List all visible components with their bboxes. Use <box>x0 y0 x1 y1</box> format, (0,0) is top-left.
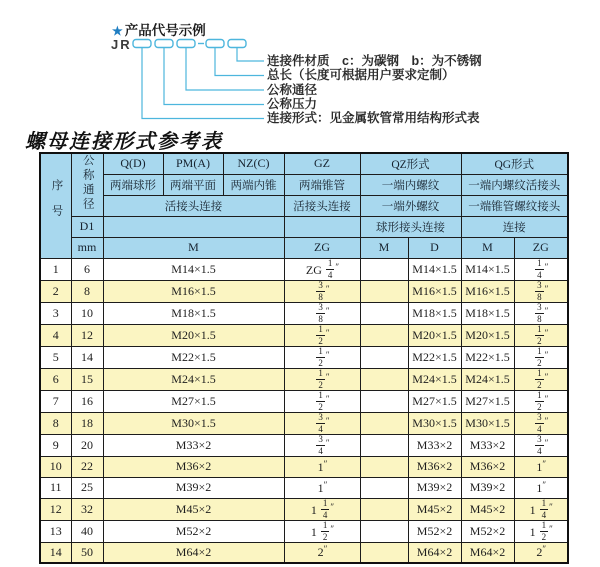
m-thread-cell: M18×1.5 <box>103 302 284 324</box>
inch-mark: ″ <box>325 327 329 338</box>
zg-thread-cell <box>284 302 360 324</box>
zg-thread-cell <box>284 390 360 412</box>
inch-mark: ″ <box>325 371 329 382</box>
header-sub-pma: 两端平面 <box>163 174 223 195</box>
header-blank-m <box>103 216 284 237</box>
fraction: $\frac{1}{2}$ <box>537 368 542 390</box>
qz-d-cell: M22×1.5 <box>408 346 461 368</box>
header-union-connect-gz: 活接头连接 <box>284 195 360 216</box>
header-sub-qd: 两端球形 <box>103 174 163 195</box>
diameter-cell: 18 <box>71 412 103 434</box>
header-code-qz: QZ形式 <box>360 153 461 174</box>
m-thread-cell: M45×2 <box>103 498 284 520</box>
table-row <box>40 477 568 498</box>
serial-cell: 8 <box>40 412 71 434</box>
code-box-3 <box>177 40 195 48</box>
header-blank-zg <box>284 216 360 237</box>
inch-mark: ″ <box>325 415 329 426</box>
qz-d-cell: M64×2 <box>408 542 461 563</box>
qz-d-cell: M27×1.5 <box>408 390 461 412</box>
header-serial: 序号 <box>40 153 71 258</box>
inch-mark: ″ <box>549 523 552 534</box>
fraction: $\frac{1}{2}$ <box>537 346 542 368</box>
zg-thread-cell <box>284 346 360 368</box>
inch-mark: ″ <box>544 349 548 360</box>
qg-m-cell: M14×1.5 <box>461 258 514 280</box>
qg-zg-cell <box>514 258 568 280</box>
serial-cell: 1 <box>40 258 71 280</box>
header-taper-joint: 一端锥管螺纹接头 <box>461 195 568 216</box>
qz-m-cell <box>360 412 408 434</box>
m-thread-cell: M64×2 <box>103 542 284 563</box>
inch-mark: ″ <box>325 437 329 448</box>
qz-m-cell <box>360 324 408 346</box>
table-row <box>40 520 568 542</box>
table-row <box>40 280 568 302</box>
diameter-cell: 16 <box>71 390 103 412</box>
qg-m-cell: M20×1.5 <box>461 324 514 346</box>
serial-cell: 2 <box>40 280 71 302</box>
diameter-cell: 25 <box>71 477 103 498</box>
fraction: $\frac{3}{8}$ <box>318 280 323 302</box>
qz-m-cell <box>360 280 408 302</box>
code-box-1 <box>133 40 151 48</box>
fraction: $\frac{1}{4}$ <box>541 498 547 520</box>
header-code-gz: GZ <box>284 153 360 174</box>
qg-m-cell: M16×1.5 <box>461 280 514 302</box>
inch-mark: ″ <box>335 261 339 272</box>
header-code-pma: PM(A) <box>163 153 223 174</box>
qz-m-cell <box>360 542 408 563</box>
serial-cell: 13 <box>40 520 71 542</box>
header-code-qd: Q(D) <box>103 153 163 174</box>
qg-m-cell: M24×1.5 <box>461 368 514 390</box>
qg-zg-cell: 1 $\frac{1}{2}$ ″ <box>514 520 568 542</box>
table-row <box>40 368 568 390</box>
diameter-cell: 50 <box>71 542 103 563</box>
m-thread-cell: M20×1.5 <box>103 324 284 346</box>
qz-d-cell: M45×2 <box>408 498 461 520</box>
code-box-2 <box>155 40 173 48</box>
diameter-cell: 15 <box>71 368 103 390</box>
inch-mark: ″ <box>544 305 548 316</box>
qg-m-cell: M30×1.5 <box>461 412 514 434</box>
inch-mark: ″ <box>542 479 546 490</box>
inch-mark: ″ <box>323 479 327 490</box>
inch-mark: ″ <box>542 544 546 555</box>
fraction: $\frac{3}{8}$ <box>537 280 542 302</box>
inch-mark: ″ <box>544 283 548 294</box>
diameter-cell: 40 <box>71 520 103 542</box>
serial-cell: 6 <box>40 368 71 390</box>
code-prefix: JR <box>111 37 132 52</box>
qg-zg-cell <box>514 346 568 368</box>
serial-cell: 7 <box>40 390 71 412</box>
qg-m-cell: M36×2 <box>461 456 514 477</box>
serial-cell: 5 <box>40 346 71 368</box>
header-code-nzc: NZ(C) <box>223 153 284 174</box>
qg-zg-cell <box>514 302 568 324</box>
serial-cell: 10 <box>40 456 71 477</box>
diameter-cell: 14 <box>71 346 103 368</box>
fraction: $\frac{1}{4}$ <box>322 498 328 520</box>
star-icon: ★ <box>112 24 123 38</box>
inch-mark: ″ <box>325 393 329 404</box>
header-mm: mm <box>71 237 103 258</box>
qg-zg-cell <box>514 280 568 302</box>
table-row <box>40 390 568 412</box>
qg-m-cell: M45×2 <box>461 498 514 520</box>
fraction: $\frac{1}{2}$ <box>537 324 542 346</box>
header-connect: 连接 <box>461 216 568 237</box>
diameter-cell: 6 <box>71 258 103 280</box>
fraction: $\frac{1}{2}$ <box>318 390 323 412</box>
header-unit-m: M <box>103 237 284 258</box>
table-header <box>40 153 568 258</box>
m-thread-cell: M39×2 <box>103 477 284 498</box>
diameter-cell: 20 <box>71 434 103 456</box>
inch-mark: ″ <box>544 437 548 448</box>
qz-m-cell <box>360 477 408 498</box>
serial-cell: 3 <box>40 302 71 324</box>
qg-zg-cell: 2″ <box>514 542 568 563</box>
diameter-cell: 8 <box>71 280 103 302</box>
qg-m-cell: M22×1.5 <box>461 346 514 368</box>
qz-m-cell <box>360 520 408 542</box>
qz-m-cell <box>360 390 408 412</box>
m-thread-cell: M24×1.5 <box>103 368 284 390</box>
fraction: $\frac{1}{2}$ <box>322 520 328 542</box>
qz-m-cell <box>360 346 408 368</box>
fraction: $\frac{3}{8}$ <box>318 302 323 324</box>
inch-mark: ″ <box>544 327 548 338</box>
inch-mark: ″ <box>544 393 548 404</box>
header-sub-qg: 一端内螺纹活接头 <box>461 174 568 195</box>
qz-d-cell: M36×2 <box>408 456 461 477</box>
inch-mark: ″ <box>544 371 548 382</box>
fraction: $\frac{1}{2}$ <box>318 346 323 368</box>
fraction: $\frac{3}{4}$ <box>537 434 542 456</box>
diameter-cell: 10 <box>71 302 103 324</box>
diameter-cell: 12 <box>71 324 103 346</box>
qz-d-cell: M39×2 <box>408 477 461 498</box>
fraction: $\frac{3}{4}$ <box>537 412 542 434</box>
zg-thread-cell: 1″ <box>284 477 360 498</box>
leader-line-diameter <box>186 48 264 91</box>
m-thread-cell: M30×1.5 <box>103 412 284 434</box>
m-thread-cell: M14×1.5 <box>103 258 284 280</box>
header-unit-qg-m: M <box>461 237 514 258</box>
serial-cell: 11 <box>40 477 71 498</box>
inch-mark: ″ <box>325 283 329 294</box>
qg-zg-cell <box>514 324 568 346</box>
header-d1: D1 <box>71 216 103 237</box>
header-unit-qz-m: M <box>360 237 408 258</box>
qg-m-cell: M18×1.5 <box>461 302 514 324</box>
zg-thread-cell <box>284 324 360 346</box>
qg-zg-cell <box>514 412 568 434</box>
fraction: $\frac{1}{2}$ <box>541 520 547 542</box>
inch-mark: ″ <box>323 544 327 555</box>
serial-cell: 14 <box>40 542 71 563</box>
table-row <box>40 324 568 346</box>
m-thread-cell: M52×2 <box>103 520 284 542</box>
header-unit-qz-d: D <box>408 237 461 258</box>
zg-thread-cell <box>284 368 360 390</box>
qg-m-cell: M27×1.5 <box>461 390 514 412</box>
table-row <box>40 412 568 434</box>
fraction: $\frac{3}{4}$ <box>318 412 323 434</box>
fraction: $\frac{1}{2}$ <box>318 324 323 346</box>
serial-cell: 9 <box>40 434 71 456</box>
code-box-5 <box>228 40 246 48</box>
qz-m-cell <box>360 434 408 456</box>
header-sub-nzc: 两端内锥 <box>223 174 284 195</box>
table-row <box>40 302 568 324</box>
label-material: 连接件材质 c：为碳钢 b：为不锈钢 <box>267 54 482 68</box>
fraction: $\frac{1}{4}$ <box>327 258 333 280</box>
header-sub-gz: 两端锥管 <box>284 174 360 195</box>
inch-mark: ″ <box>325 305 329 316</box>
table-row <box>40 498 568 520</box>
qg-zg-cell: 1 $\frac{1}{4}$ ″ <box>514 498 568 520</box>
qg-zg-cell: 1″ <box>514 477 568 498</box>
diameter-cell: 32 <box>71 498 103 520</box>
qz-d-cell: M18×1.5 <box>408 302 461 324</box>
code-box-4 <box>206 40 224 48</box>
label-length: 总长（长度可根据用户要求定制） <box>267 68 455 82</box>
qg-m-cell: M33×2 <box>461 434 514 456</box>
qg-m-cell: M64×2 <box>461 542 514 563</box>
qz-d-cell: M24×1.5 <box>408 368 461 390</box>
fraction: $\frac{3}{8}$ <box>537 302 542 324</box>
inch-mark: ″ <box>549 501 552 512</box>
fraction: $\frac{1}{2}$ <box>537 390 542 412</box>
inch-mark: ″ <box>330 523 334 534</box>
qz-d-cell: M16×1.5 <box>408 280 461 302</box>
nut-connection-table <box>39 152 569 564</box>
inch-mark: ″ <box>544 415 548 426</box>
diagram-title <box>112 19 206 39</box>
qz-d-cell: M20×1.5 <box>408 324 461 346</box>
inch-mark: ″ <box>330 501 334 512</box>
header-unit-zg: ZG <box>284 237 360 258</box>
header-sub-qz: 一端内螺纹 <box>360 174 461 195</box>
reference-table <box>39 152 569 564</box>
serial-cell: 4 <box>40 324 71 346</box>
zg-thread-cell <box>284 434 360 456</box>
zg-thread-cell: ZG $\frac{1}{4}$ ″ <box>284 258 360 280</box>
header-ball-joint: 球形接头连接 <box>360 216 461 237</box>
qg-zg-cell <box>514 434 568 456</box>
table-body <box>40 258 568 563</box>
m-thread-cell: M36×2 <box>103 456 284 477</box>
table-row <box>40 542 568 563</box>
diameter-cell: 22 <box>71 456 103 477</box>
table-row <box>40 456 568 477</box>
header-unit-qg-zg: ZG <box>514 237 568 258</box>
qg-zg-cell <box>514 368 568 390</box>
table-row <box>40 258 568 280</box>
qg-m-cell: M39×2 <box>461 477 514 498</box>
m-thread-cell: M27×1.5 <box>103 390 284 412</box>
qg-m-cell: M52×2 <box>461 520 514 542</box>
label-diameter: 公称通径 <box>267 83 318 97</box>
leader-line-material <box>237 48 264 62</box>
qz-d-cell: M14×1.5 <box>408 258 461 280</box>
diagram-title-text: 产品代号示例 <box>124 23 206 38</box>
label-conn-type: 连接形式：见金属软管常用结构形式表 <box>267 111 480 125</box>
qg-zg-cell <box>514 390 568 412</box>
zg-thread-cell: 1 $\frac{1}{2}$ ″ <box>284 520 360 542</box>
qg-zg-cell: 1″ <box>514 456 568 477</box>
header-ext-thread: 一端外螺纹 <box>360 195 461 216</box>
header-code-qg: QG形式 <box>461 153 568 174</box>
zg-thread-cell <box>284 280 360 302</box>
qz-m-cell <box>360 302 408 324</box>
header-union-connect: 活接头连接 <box>103 195 284 216</box>
m-thread-cell: M22×1.5 <box>103 346 284 368</box>
fraction: $\frac{1}{2}$ <box>318 368 323 390</box>
zg-thread-cell: 2″ <box>284 542 360 563</box>
m-thread-cell: M33×2 <box>103 434 284 456</box>
leader-line-conntype <box>142 48 264 119</box>
m-thread-cell: M16×1.5 <box>103 280 284 302</box>
qz-d-cell: M52×2 <box>408 520 461 542</box>
qz-m-cell <box>360 368 408 390</box>
fraction: $\frac{1}{4}$ <box>537 258 542 280</box>
qz-d-cell: M30×1.5 <box>408 412 461 434</box>
inch-mark: ″ <box>323 458 327 469</box>
label-pressure: 公称压力 <box>267 97 318 111</box>
table-row <box>40 346 568 368</box>
inch-mark: ″ <box>542 458 546 469</box>
qz-m-cell <box>360 456 408 477</box>
header-diameter: 公称通径 <box>71 153 103 216</box>
qz-d-cell: M33×2 <box>408 434 461 456</box>
qz-m-cell <box>360 258 408 280</box>
table-title: 螺母连接形式参考表 <box>25 131 223 153</box>
serial-cell: 12 <box>40 498 71 520</box>
inch-mark: ″ <box>325 349 329 360</box>
table-row <box>40 434 568 456</box>
inch-mark: ″ <box>544 261 548 272</box>
zg-thread-cell: 1 $\frac{1}{4}$ ″ <box>284 498 360 520</box>
qz-m-cell <box>360 498 408 520</box>
zg-thread-cell: 1″ <box>284 456 360 477</box>
fraction: $\frac{3}{4}$ <box>318 434 323 456</box>
zg-thread-cell <box>284 412 360 434</box>
